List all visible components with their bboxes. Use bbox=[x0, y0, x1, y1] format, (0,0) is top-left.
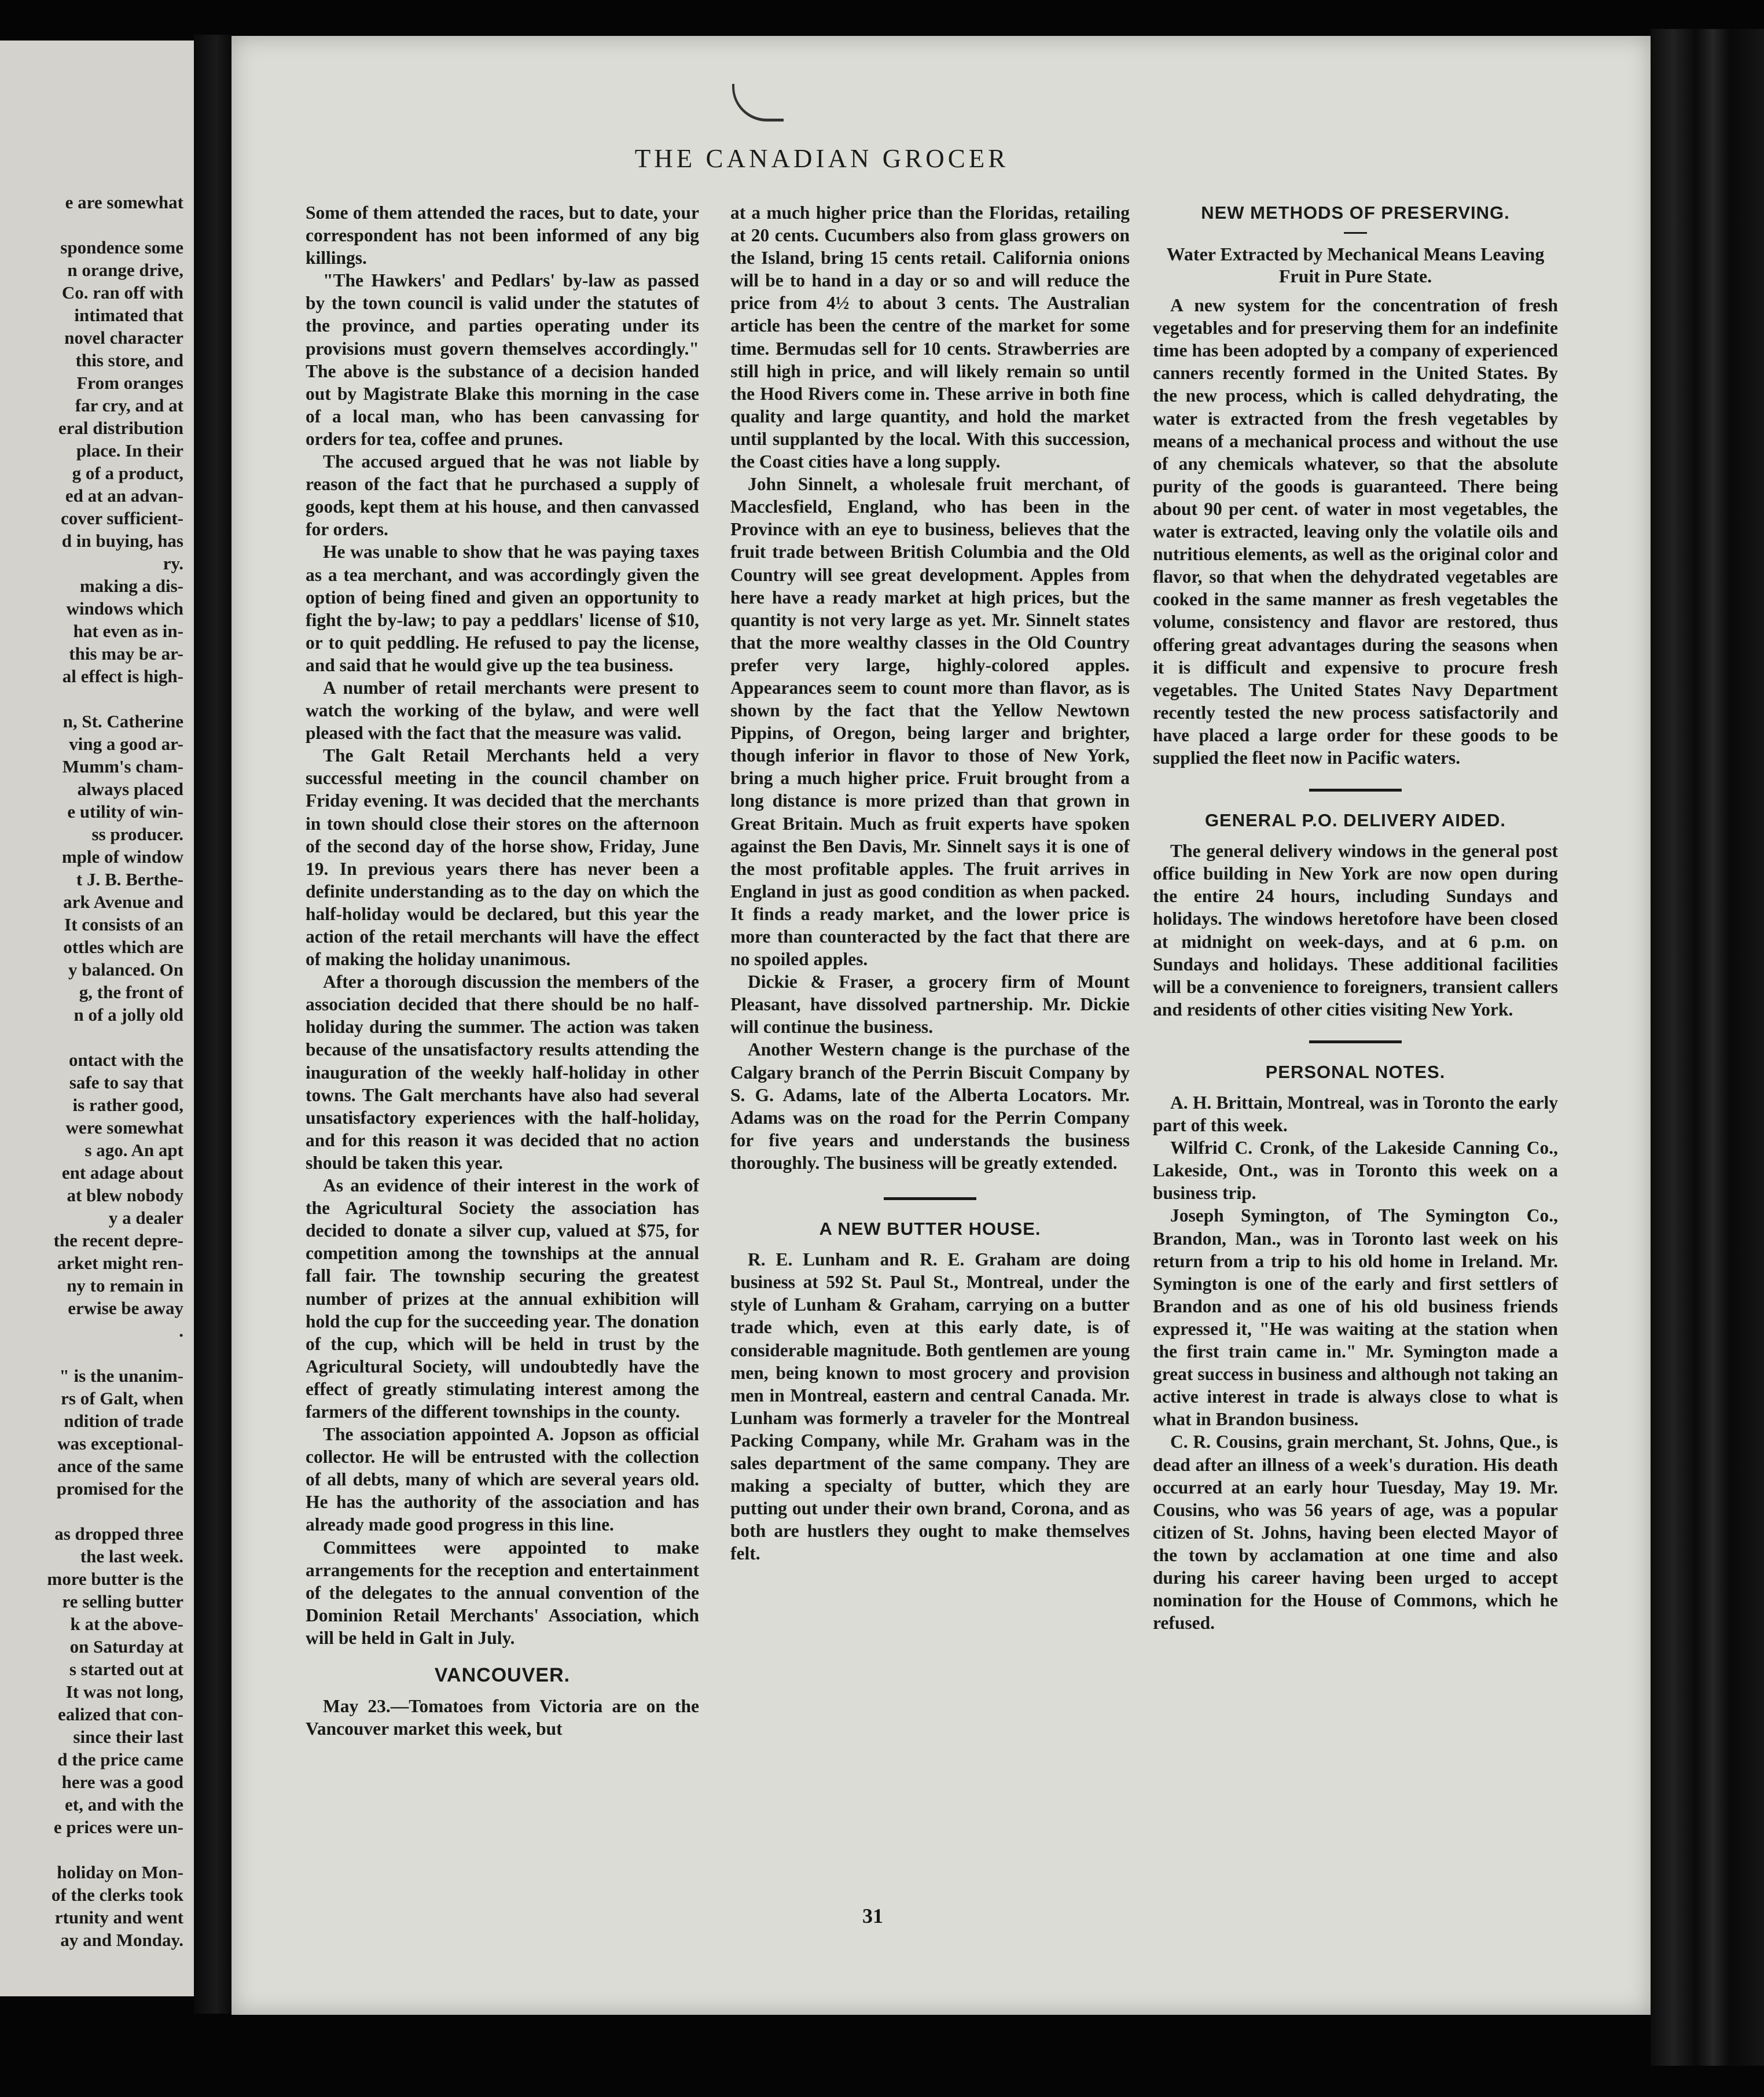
paragraph: Dickie & Fraser, a grocery firm of Mount Pleasant, have dissolved partnership. Mr. Dickie will continue the business. bbox=[730, 972, 1130, 1038]
fragment-line: this may be ar- bbox=[69, 643, 183, 664]
paragraph: A number of retail merchants were present to watch the working of the bylaw, and were well pleased with the fact that the measure was valid. bbox=[306, 677, 699, 744]
fragment-line: more butter is the bbox=[47, 1569, 183, 1589]
vancouver-heading: VANCOUVER. bbox=[434, 1664, 571, 1686]
fragment-line: " is the unanim- bbox=[59, 1366, 183, 1386]
fragment-line: was exceptional- bbox=[57, 1433, 183, 1454]
fragment-line: Co. ran off with bbox=[61, 282, 183, 303]
column-1 bbox=[306, 201, 699, 1740]
fragment-line: of the clerks took bbox=[51, 1885, 183, 1905]
fragment-line: the last week. bbox=[80, 1546, 183, 1566]
fragment-line: here was a good bbox=[61, 1772, 183, 1792]
paragraph: As an evidence of their interest in the work of the Agricultural Society the association has decided to donate a silver cup, valued at $75, for competition among the townships at the annual fall fair. The township securing the greatest number of prizes at the annual exhibition will hold the cup for the succeeding year. The donation of the cup, which will be held in trust by the Agricultural Society, will undoubtedly have the effect of greatly stimulating interest among the farmers of the different townships in the county. bbox=[306, 1175, 699, 1422]
paragraph: Another Western change is the purchase of the Calgary branch of the Perrin Biscuit Company by S. G. Adams, late of the Alberta Locators. Mr. Adams was on the road for the Perrin Company for five years and understands the business thoroughly. The business will be greatly extended. bbox=[730, 1039, 1130, 1173]
personal-heading: PERSONAL NOTES. bbox=[1265, 1061, 1446, 1082]
fragment-line: s ago. An apt bbox=[84, 1140, 183, 1160]
fragment-line: rtunity and went bbox=[54, 1907, 183, 1927]
fragment-line: cover sufficient- bbox=[60, 508, 183, 528]
fragment-line: It consists of an bbox=[64, 914, 183, 935]
fragment-line: s started out at bbox=[69, 1659, 183, 1679]
paragraph: Wilfrid C. Cronk, of the Lakeside Canning Co., Lakeside, Ont., was in Toronto this week on a business trip. bbox=[1153, 1138, 1558, 1204]
page-edge-shadow bbox=[1651, 29, 1764, 2066]
fragment-line: holiday on Mon- bbox=[57, 1862, 183, 1882]
fragment-line: since their last bbox=[73, 1727, 183, 1747]
fragment-line: far cry, and at bbox=[75, 395, 183, 415]
fragment-line: et, and with the bbox=[65, 1794, 183, 1815]
fragment-line: windows which bbox=[66, 598, 183, 619]
fragment-line: y balanced. On bbox=[68, 959, 183, 980]
previous-page-fragment bbox=[0, 41, 194, 1996]
fragment-line: mple of window bbox=[61, 847, 183, 867]
fragment-line: hat even as in- bbox=[73, 621, 183, 641]
fragment-line: safe to say that bbox=[69, 1072, 183, 1092]
paragraph: R. E. Lunham and R. E. Graham are doing business at 592 St. Paul St., Montreal, under the style of Lunham & Graham, carrying on a butter trade which, even at this early date, is of considerable magnitude. Both gentlemen are young men, being known to most grocery and provision men in Montreal, eastern and central Canada. Mr. Lunham was formerly a traveler for the Montreal Packing Company, while Mr. Graham was in the sales department of the same company. They are making a specialty of butter, which they are putting out under their own brand, Corona, and as both are hustlers they ought to make themselves felt. bbox=[730, 1249, 1130, 1564]
fragment-line: al effect is high- bbox=[62, 666, 183, 686]
paragraph: After a thorough discussion the members of the association decided that there should be no half-holiday during the summer. The action was taken because of the unsatisfactory results attending the inauguration of the weekly half-holiday in other towns. The Galt merchants have also had several unsatisfactory experiences with the half-holiday, and for this reason it was decided that no action should be taken this year. bbox=[306, 972, 699, 1173]
fragment-line: is rather good, bbox=[72, 1095, 183, 1115]
paragraph: Joseph Symington, of The Symington Co., Brandon, Man., was in Toronto last week on his return from a trip to his old home in Ireland. Mr. Symington is one of the early and first settlers of Brandon and as one of his old business friends expressed it, "He was waiting at the station when the first train came in." Mr. Symington made a great success in business and although not taking an active interest in trade is always close to what is what in Brandon business. bbox=[1153, 1205, 1558, 1430]
fragment-line: From oranges bbox=[76, 373, 183, 393]
paragraph: A new system for the concentration of fresh vegetables and for preserving them for an indefinite time has been adopted by a company of experienced canners recently formed in the United States. By the new process, which is called dehydrating, the water is extracted from the fresh vegetables by means of a mechanical process and without the use of any chemicals whatever, so that the absolute purity of the goods is guaranteed. There being about 90 per cent. of water in most vegetables, the water is extracted, leaving only the volatile oils and nutritious elements, as well as the original color and flavor, so that when the dehydrated vegetables are cooked in the same manner as fresh vegetables the volume, consistency and flavor are restored, thus offering great advantages during the seasons when it is difficult and expensive to procure fresh vegetables. The United States Navy Department recently tested the new process satisfactorily and have placed a large order for these goods to be supplied the fleet now in Pacific waters. bbox=[1153, 295, 1558, 768]
paragraph: at a much higher price than the Floridas, retailing at 20 cents. Cucumbers also from glass growers on the Island, bring 15 cents retail. California onions will be to hand in a day or so and will reduce the price from 4½ to about 3 cents. The Australian article has been the centre of the market for some time. Bermudas sell for 10 cents. Strawberries are still high in price, and will likely remain so until the Hood Rivers come in. These arrive in both fine quality and large quantity, and hold the market until supplanted by the local. With this succession, the Coast cities have a long supply. bbox=[730, 203, 1130, 472]
paragraph: C. R. Cousins, grain merchant, St. Johns, Que., is dead after an illness of a week's duration. His death occurred at an early hour Tuesday, May 19. Mr. Cousins, who was 56 years of age, was a popular citizen of St. Johns, having been elected Mayor of the town by acclamation at one time and also during his career having been urged to accept nomination for the House of Commons, which he refused. bbox=[1153, 1432, 1558, 1634]
paragraph: Some of them attended the races, but to date, your correspondent has not been informed of any big killings. bbox=[306, 203, 699, 268]
paragraph: May 23.—Tomatoes from Victoria are on the Vancouver market this week, but bbox=[306, 1696, 699, 1739]
fragment-line: arket might ren- bbox=[57, 1253, 183, 1273]
column-2 bbox=[730, 201, 1130, 1565]
masthead: THE CANADIAN GROCER bbox=[634, 144, 1009, 173]
fragment-line: on Saturday at bbox=[69, 1636, 183, 1657]
paragraph: He was unable to show that he was paying taxes as a tea merchant, and was accordingly given the option of being fined and given an opportunity to fight the by-law; to pay a peddlars' license of $10, or to quit peddling. He refused to pay the license, and said that he would give up the tea business. bbox=[306, 542, 699, 675]
fragment-line: ving a good ar- bbox=[69, 734, 183, 754]
fragment-line: ed at an advan- bbox=[65, 485, 183, 506]
section-rule bbox=[1309, 1040, 1402, 1043]
fragment-line: ent adage about bbox=[61, 1162, 183, 1183]
fragment-line: e prices were un- bbox=[53, 1817, 183, 1837]
fragment-line: re selling butter bbox=[62, 1591, 183, 1612]
fragment-line: ance of the same bbox=[57, 1456, 183, 1476]
fragment-line: promised for the bbox=[56, 1478, 183, 1499]
paragraph: The Galt Retail Merchants held a very successful meeting in the council chamber on Friday evening. It was decided that the merchants in town should close their stores on the afternoon of the second day of the horse show, Friday, June 19. In previous years there has never been a definite understanding as to the day on which the half-holiday would be declared, but this year the action of the retail merchants will have the effect of making the holiday unanimous. bbox=[306, 745, 699, 970]
fragment-line: were somewhat bbox=[65, 1117, 183, 1138]
section-rule bbox=[884, 1197, 976, 1200]
fragment-line: ay and Monday. bbox=[60, 1930, 183, 1950]
section-rule bbox=[1344, 232, 1367, 234]
fragment-line: ry. bbox=[163, 553, 183, 573]
paragraph: The association appointed A. Jopson as official collector. He will be entrusted with the collection of all debts, many of which are several years old. He has the authority of the association and has already made good progress in this line. bbox=[306, 1424, 699, 1535]
fragment-line: the recent depre- bbox=[53, 1230, 183, 1250]
fragment-line: g of a product, bbox=[72, 463, 183, 483]
paragraph: A. H. Brittain, Montreal, was in Toronto the early part of this week. bbox=[1153, 1092, 1558, 1136]
fragment-line: k at the above- bbox=[70, 1614, 183, 1634]
fragment-line: novel character bbox=[64, 328, 183, 348]
fragment-line: ontact with the bbox=[68, 1050, 183, 1070]
fragment-line: always placed bbox=[77, 779, 183, 799]
book-gutter bbox=[194, 35, 231, 2014]
fragment-line: intimated that bbox=[74, 305, 183, 325]
fragment-line: this store, and bbox=[75, 350, 183, 370]
paragraph: John Sinnelt, a wholesale fruit merchant, of Macclesfield, England, who has been in the Province with an eye to business, believes that the fruit trade between British Columbia and the Old Country will see great development. Apples from here have a ready market at high prices, but the quantity is not very large as yet. Mr. Sinnelt states that the more wealthy classes in the Old Country prefer very large, highly-colored apples. Appearances seem to count more than flavor, as is shown by the fact that the Yellow Newtown Pippins, of Oregon, being larger and brighter, though inferior in flavor to those of New York, bring a much higher price. Fruit brought from a long distance is more prized than that grown in Great Britain. Much as fruit experts have spoken against the Ben Davis, Mr. Sinnelt says it is one of the most profitable apples. The fruit arrives in England in just as good condition as when packed. It finds a ready market, and the lower price is more than counteracted by the fact that there are no spoiled apples. bbox=[730, 474, 1130, 970]
fragment-line: n, St. Catherine bbox=[63, 711, 183, 731]
paragraph: "The Hawkers' and Pedlars' by-law as passed by the town council is valid under the statutes of the province, and parties operating under its provisions must govern themselves accordingly." The above is the substance of a decision handed out by Magistrate Blake this morning in the case of a local man, who has been canvassing for orders for tea, coffee and prunes. bbox=[306, 270, 699, 449]
fragment-line: erwise be away bbox=[68, 1298, 183, 1318]
column-3 bbox=[1153, 201, 1558, 1634]
fragment-line: ndition of trade bbox=[64, 1411, 183, 1431]
fragment-line: at blew nobody bbox=[67, 1185, 183, 1205]
fragment-line: d the price came bbox=[57, 1749, 183, 1769]
paragraph: Committees were appointed to make arrangements for the reception and entertainment of the delegates to the annual convention of the Dominion Retail Merchants' Association, which will be held in Galt in July. bbox=[306, 1537, 699, 1648]
fragment-line: It was not long, bbox=[65, 1682, 183, 1702]
butter-heading: A NEW BUTTER HOUSE. bbox=[819, 1219, 1041, 1239]
paragraph: The accused argued that he was not liable by reason of the fact that he purchased a supply of goods, kept them at his house, and then canvassed for orders. bbox=[306, 451, 699, 540]
fragment-line: spondence some bbox=[60, 237, 183, 257]
fragment-line: e are somewhat bbox=[65, 192, 183, 212]
fragment-line: t J. B. Berthe- bbox=[76, 869, 183, 889]
fragment-line: eral distribution bbox=[58, 418, 183, 438]
delivery-heading: GENERAL P.O. DELIVERY AIDED. bbox=[1204, 810, 1506, 831]
fragment-line: ottles which are bbox=[63, 937, 183, 957]
preserving-heading: NEW METHODS OF PRESERVING. bbox=[1201, 203, 1510, 223]
fragment-line: . bbox=[179, 1320, 183, 1341]
fragment-line: rs of Galt, when bbox=[61, 1388, 183, 1408]
fragment-line: making a dis- bbox=[79, 576, 183, 596]
fragment-line: place. In their bbox=[76, 440, 183, 461]
fragment-line: n of a jolly old bbox=[74, 1005, 183, 1025]
page-number: 31 bbox=[862, 1904, 883, 1927]
fragment-line: ark Avenue and bbox=[63, 892, 183, 912]
fragment-line: Mumm's cham- bbox=[62, 756, 183, 777]
fragment-line: ny to remain in bbox=[67, 1275, 183, 1296]
fragment-line: as dropped three bbox=[54, 1524, 183, 1544]
fragment-line: e utility of win- bbox=[67, 801, 183, 822]
fragment-line: g, the front of bbox=[79, 982, 183, 1002]
fragment-line: y a dealer bbox=[108, 1208, 183, 1228]
preserving-subheading: Water Extracted by Mechanical Means Leaving Fruit in Pure State. bbox=[1166, 244, 1545, 287]
fragment-line: ss producer. bbox=[91, 824, 183, 844]
fragment-line: ealized that con- bbox=[58, 1704, 183, 1724]
section-rule bbox=[1309, 789, 1402, 792]
fragment-line: d in buying, has bbox=[61, 531, 183, 551]
fragment-line: n orange drive, bbox=[67, 260, 183, 280]
paragraph: The general delivery windows in the general post office building in New York are now open during the entire 24 hours, including Sundays and holidays. The windows heretofore have been closed at midnight on week-days, and at 6 p.m. on Sundays and holidays. These additional facilities will be a convenience to foreigners, transient callers and residents of other cities visiting New York. bbox=[1153, 841, 1558, 1020]
